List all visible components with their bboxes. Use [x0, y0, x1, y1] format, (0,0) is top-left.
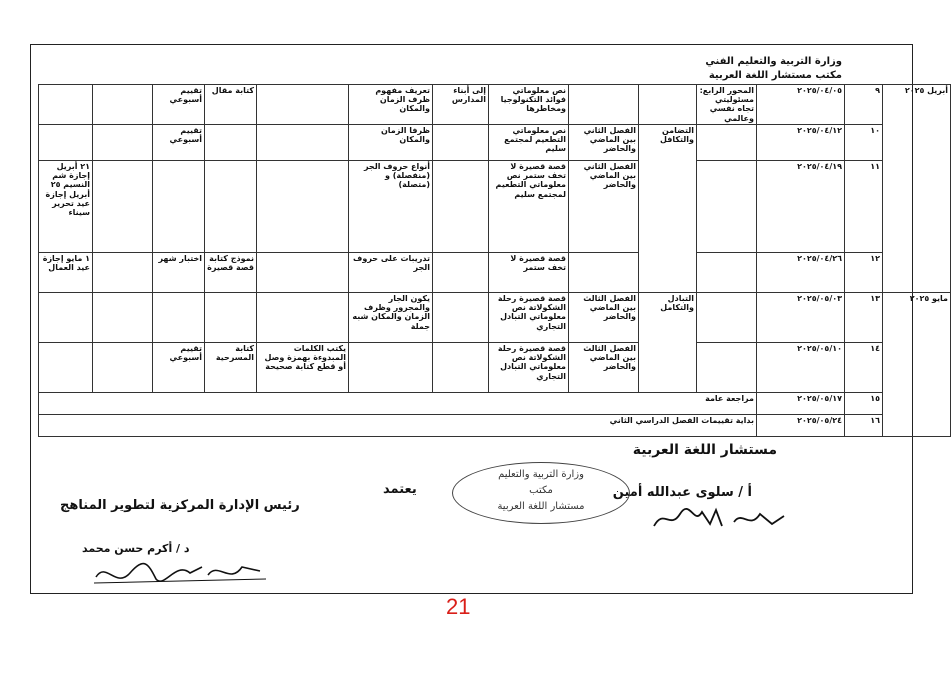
extra-cell: [93, 253, 153, 293]
table-row: [39, 343, 951, 393]
reading-cell: نص معلوماتي فوائد التكنولوجيا ومخاطرها: [489, 85, 569, 125]
stamp-line: مستشار اللغة العربية: [497, 501, 585, 512]
grammar-cell: [349, 343, 433, 393]
official-stamp: [452, 462, 630, 524]
week-number: ١٦: [845, 415, 883, 437]
spelling-cell: [257, 125, 349, 161]
spelling-cell: [257, 253, 349, 293]
writing-cell: كتابة المسرحية: [205, 343, 257, 393]
extra-cell: [93, 161, 153, 253]
notes-cell: [39, 343, 93, 393]
grammar-cell: ظرفا الزمان والمكان: [349, 125, 433, 161]
table-row: [39, 293, 951, 343]
lesson-cell: الفصل الثاني بين الماضي والحاضر: [569, 161, 639, 253]
writing-cell: [205, 293, 257, 343]
table-row: [39, 393, 951, 415]
month-cell: مايو ٢٠٢٥: [883, 293, 951, 437]
writing-cell: كتابة مقال: [205, 85, 257, 125]
notes-cell: [39, 293, 93, 343]
extra-cell: [93, 293, 153, 343]
writing-cell: نموذج كتابة قصة قصيرة: [205, 253, 257, 293]
lesson-cell: [569, 85, 639, 125]
spelling-cell: [257, 293, 349, 343]
axis-cell: المحور الرابع: مسئوليتي تجاه نفسي وعالمي: [697, 85, 757, 125]
reading-cell: قصة قصيرة رحلة الشكولاتة نص معلوماتي التبادل التجاري: [489, 293, 569, 343]
assessment-cell: [153, 293, 205, 343]
grammar-cell: تدريبات على حروف الجر: [349, 253, 433, 293]
poetry-cell: [433, 161, 489, 253]
grammar-cell: تعريف مفهوم ظرف الزمان والمكان: [349, 85, 433, 125]
notes-cell: [39, 125, 93, 161]
month-cell: أبريل ٢٠٢٥: [883, 85, 951, 293]
advisor-title: مستشار اللغة العربية: [632, 442, 777, 458]
poetry-cell: [433, 293, 489, 343]
reading-cell: قصة قصيرة لا تخف ستمر: [489, 253, 569, 293]
week-date: ٢٠٢٥/٠٥/٢٤: [757, 415, 845, 437]
week-number: ١٥: [845, 393, 883, 415]
lesson-cell: الفصل الثاني بين الماضي والحاضر: [569, 125, 639, 161]
spelling-cell: يكتب الكلمات المبدوءة بهمزة وصل أو قطع كتابة صحيحة: [257, 343, 349, 393]
table-row: [39, 161, 951, 253]
review-cell: مراجعة عامة: [39, 393, 757, 415]
lesson-cell: [569, 253, 639, 293]
director-title: رئيس الإدارة المركزية لتطوير المناهج: [60, 498, 300, 513]
week-date: ٢٠٢٥/٠٥/٠٣: [757, 293, 845, 343]
poetry-cell: إلى أبناء المدارس: [433, 85, 489, 125]
director-name: د / أكرم حسن محمد: [82, 542, 190, 555]
spelling-cell: [257, 161, 349, 253]
axis-cell: [697, 253, 757, 293]
grammar-cell: يكون الجار والمجرور وظرف الزمان والمكان شبه جملة: [349, 293, 433, 343]
unit-cell: التبادل والتكامل: [639, 293, 697, 393]
assessment-cell: تقييم أسبوعي: [153, 85, 205, 125]
advisor-name: أ / سلوى عبدالله أمين: [612, 485, 752, 500]
grammar-cell: أنواع حروف الجر (منفصلة) و (متصلة): [349, 161, 433, 253]
director-signature: [90, 555, 270, 591]
assessment-cell: اختبار شهر: [153, 253, 205, 293]
table-row: [39, 85, 951, 125]
notes-cell: ٢١ أبريل إجازة شم النسيم ٢٥ أبريل إجازة عيد تحرير سيناء: [39, 161, 93, 253]
poetry-cell: [433, 253, 489, 293]
unit-cell: التضامن والتكافل: [639, 125, 697, 293]
poetry-cell: [433, 343, 489, 393]
lesson-cell: الفصل الثالث بين الماضي والحاضر: [569, 343, 639, 393]
evaluation-cell: بداية تقييمات الفصل الدراسي الثاني: [39, 415, 757, 437]
notes-cell: ١ مايو إجازة عيد العمال: [39, 253, 93, 293]
axis-cell: [697, 161, 757, 253]
table-row: [39, 415, 951, 437]
table-row: [39, 125, 951, 161]
poetry-cell: [433, 125, 489, 161]
writing-cell: [205, 125, 257, 161]
week-number: ١٢: [845, 253, 883, 293]
week-date: ٢٠٢٥/٠٤/٢٦: [757, 253, 845, 293]
axis-cell: [697, 293, 757, 343]
week-date: ٢٠٢٥/٠٤/١٩: [757, 161, 845, 253]
week-date: ٢٠٢٥/٠٥/١٠: [757, 343, 845, 393]
week-number: ٩: [845, 85, 883, 125]
week-date: ٢٠٢٥/٠٥/١٧: [757, 393, 845, 415]
week-date: ٢٠٢٥/٠٤/٠٥: [757, 85, 845, 125]
week-number: ١٣: [845, 293, 883, 343]
extra-cell: [93, 85, 153, 125]
office-header: مكتب مستشار اللغة العربية: [708, 70, 842, 81]
axis-cell: [697, 343, 757, 393]
assessment-cell: تقييم أسبوعي: [153, 343, 205, 393]
lesson-cell: الفصل الثالث بين الماضي والحاضر: [569, 293, 639, 343]
table-row: [39, 253, 951, 293]
page-number: 21: [446, 594, 471, 619]
axis-cell: [697, 125, 757, 161]
stamp-line: وزارة التربية والتعليم: [498, 469, 584, 480]
week-number: ١١: [845, 161, 883, 253]
approve-label: يعتمد: [383, 482, 417, 497]
advisor-signature: [650, 500, 790, 536]
assessment-cell: تقييم أسبوعي: [153, 125, 205, 161]
writing-cell: [205, 161, 257, 253]
week-number: ١٠: [845, 125, 883, 161]
extra-cell: [93, 125, 153, 161]
spelling-cell: [257, 85, 349, 125]
unit-cell: [639, 85, 697, 125]
week-date: ٢٠٢٥/٠٤/١٢: [757, 125, 845, 161]
week-number: ١٤: [845, 343, 883, 393]
stamp-line: مكتب: [529, 485, 553, 496]
ministry-header: وزارة التربية والتعليم الفني: [705, 56, 842, 67]
reading-cell: قصة قصيرة رحلة الشكولاتة نص معلوماتي التبادل التجاري: [489, 343, 569, 393]
reading-cell: نص معلوماتي التطعيم لمجتمع سليم: [489, 125, 569, 161]
reading-cell: قصة قصيرة لا تخف ستمر نص معلوماتي التطعيم لمجتمع سليم: [489, 161, 569, 253]
notes-cell: [39, 85, 93, 125]
assessment-cell: [153, 161, 205, 253]
extra-cell: [93, 343, 153, 393]
schedule-table: [38, 84, 951, 437]
